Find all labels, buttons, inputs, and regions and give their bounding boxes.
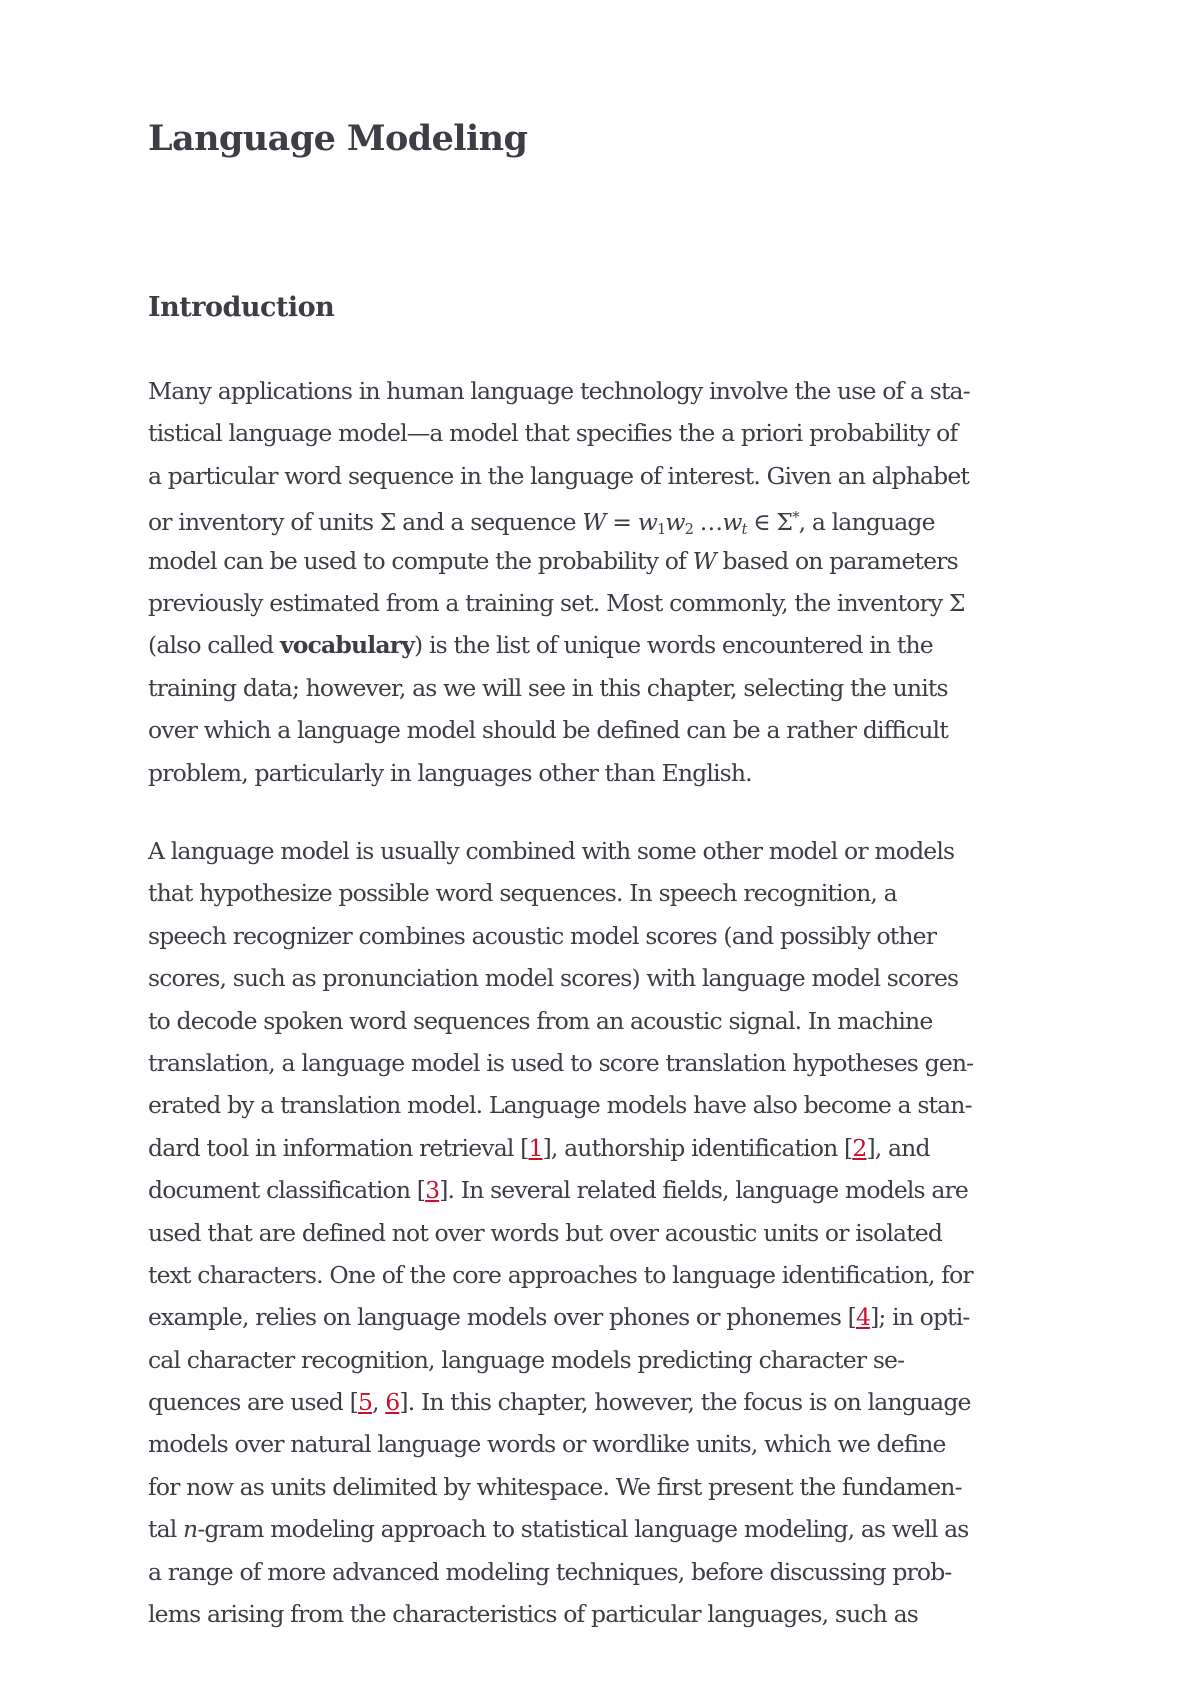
math-W: W	[692, 546, 716, 575]
para1-line-1	[148, 370, 1008, 412]
para2-line-19	[148, 1593, 1008, 1635]
paragraph-1	[148, 370, 1008, 794]
text: , a language	[798, 508, 935, 537]
para1-line-5	[148, 540, 1008, 582]
para2-line-3	[148, 915, 1008, 957]
text: based on parameters	[715, 546, 958, 575]
text: that hypothesize possible word sequences. In speech recognition, a	[148, 879, 897, 908]
text: used that are defined not over words but over acoustic units or isolated	[148, 1218, 943, 1247]
citation-link-1[interactable]: 1	[528, 1133, 543, 1162]
citation-link-6[interactable]: 6	[385, 1388, 400, 1417]
para2-line-14	[148, 1381, 1008, 1423]
math-subscript: 2	[684, 521, 694, 539]
para2-line-15	[148, 1423, 1008, 1465]
text: models over natural language words or wordlike units, which we define	[148, 1430, 946, 1459]
para2-line-5	[148, 1000, 1008, 1042]
text: tistical language model—a model that specifies the a priori probability of	[148, 419, 958, 448]
text: erated by a translation model. Language models have also become a stan-	[148, 1091, 972, 1120]
para2-line-16	[148, 1466, 1008, 1508]
para2-line-6	[148, 1042, 1008, 1084]
para1-line-9	[148, 709, 1008, 751]
para2-line-10	[148, 1212, 1008, 1254]
text: document classification [	[148, 1176, 426, 1205]
section-heading-introduction: Introduction	[148, 292, 335, 323]
citation-link-5[interactable]: 5	[357, 1388, 373, 1417]
text: cal character recognition, language models predicting character se-	[148, 1345, 905, 1374]
para2-line-18	[148, 1551, 1008, 1593]
math-subscript: 1	[656, 521, 666, 539]
citation-link-2[interactable]: 2	[852, 1133, 867, 1162]
text: (also called	[148, 631, 280, 660]
text: ,	[372, 1388, 386, 1417]
math-element-of: ∈ Σ	[746, 508, 793, 537]
text: ], and	[866, 1133, 930, 1162]
para2-line-11	[148, 1254, 1008, 1296]
text: ) is the list of unique words encountered in the	[414, 631, 933, 660]
math-equals: =	[605, 508, 638, 537]
para1-line-6	[148, 582, 1008, 624]
para2-line-9	[148, 1169, 1008, 1211]
math-superscript: *	[792, 509, 799, 527]
para2-line-2	[148, 872, 1008, 914]
math-w: w	[637, 508, 657, 537]
text: a range of more advanced modeling techniques, before discussing prob-	[148, 1557, 952, 1586]
para2-line-12	[148, 1296, 1008, 1338]
para1-line-4	[148, 497, 1008, 539]
text: or inventory of units Σ and a sequence	[148, 508, 583, 537]
para2-line-8	[148, 1127, 1008, 1169]
text: problem, particularly in languages other than English.	[148, 758, 752, 787]
text: quences are used [	[148, 1388, 358, 1417]
text: previously estimated from a training set. Most commonly, the inventory Σ	[148, 588, 965, 617]
text: model can be used to compute the probability of	[148, 546, 693, 575]
text: ], authorship identification [	[542, 1133, 853, 1162]
para1-line-10	[148, 752, 1008, 794]
math-ellipsis: …	[693, 508, 723, 537]
para1-line-3	[148, 455, 1008, 497]
para2-line-7	[148, 1084, 1008, 1126]
text: ]. In several related fields, language models are	[439, 1176, 968, 1205]
para1-line-2	[148, 412, 1008, 454]
para2-line-17	[148, 1508, 1008, 1550]
text: to decode spoken word sequences from an acoustic signal. In machine	[148, 1006, 933, 1035]
text: dard tool in information retrieval [	[148, 1133, 529, 1162]
text: example, relies on language models over phones or phonemes [	[148, 1303, 856, 1332]
para2-line-4	[148, 957, 1008, 999]
text: text characters. One of the core approaches to language identification, for	[148, 1260, 973, 1289]
para2-line-1	[148, 830, 1008, 872]
para2-line-13	[148, 1339, 1008, 1381]
text: scores, such as pronunciation model scores) with language model scores	[148, 964, 959, 993]
chapter-title: Language Modeling	[148, 118, 528, 159]
text: ]. In this chapter, however, the focus is on language	[399, 1388, 971, 1417]
para1-line-7	[148, 624, 1008, 666]
para1-line-8	[148, 667, 1008, 709]
text: speech recognizer combines acoustic model scores (and possibly other	[148, 921, 937, 950]
math-w: w	[722, 508, 742, 537]
text: a particular word sequence in the language of interest. Given an alphabet	[148, 461, 969, 490]
text: over which a language model should be defined can be a rather difficult	[148, 716, 948, 745]
paragraph-2	[148, 830, 1008, 1635]
text: for now as units delimited by whitespace. We first present the fundamen-	[148, 1472, 962, 1501]
citation-link-3[interactable]: 3	[425, 1176, 440, 1205]
text: translation, a language model is used to score translation hypotheses gen-	[148, 1048, 974, 1077]
text: lems arising from the characteristics of particular languages, such as	[148, 1600, 918, 1629]
math-subscript: t	[741, 521, 747, 539]
text: Many applications in human language technology involve the use of a sta-	[148, 377, 970, 405]
text: ]; in opti-	[870, 1303, 970, 1332]
citation-link-4[interactable]: 4	[855, 1303, 871, 1332]
math-n: n	[183, 1515, 198, 1544]
term-vocabulary: vocabulary	[279, 631, 415, 660]
math-W: W	[582, 508, 606, 537]
text: training data; however, as we will see in this chapter, selecting the units	[148, 673, 948, 702]
text: A language model is usually combined with some other model or models	[148, 837, 955, 865]
text: tal	[148, 1515, 184, 1544]
math-w: w	[665, 508, 685, 537]
text: -gram modeling approach to statistical language modeling, as well as	[197, 1515, 969, 1544]
